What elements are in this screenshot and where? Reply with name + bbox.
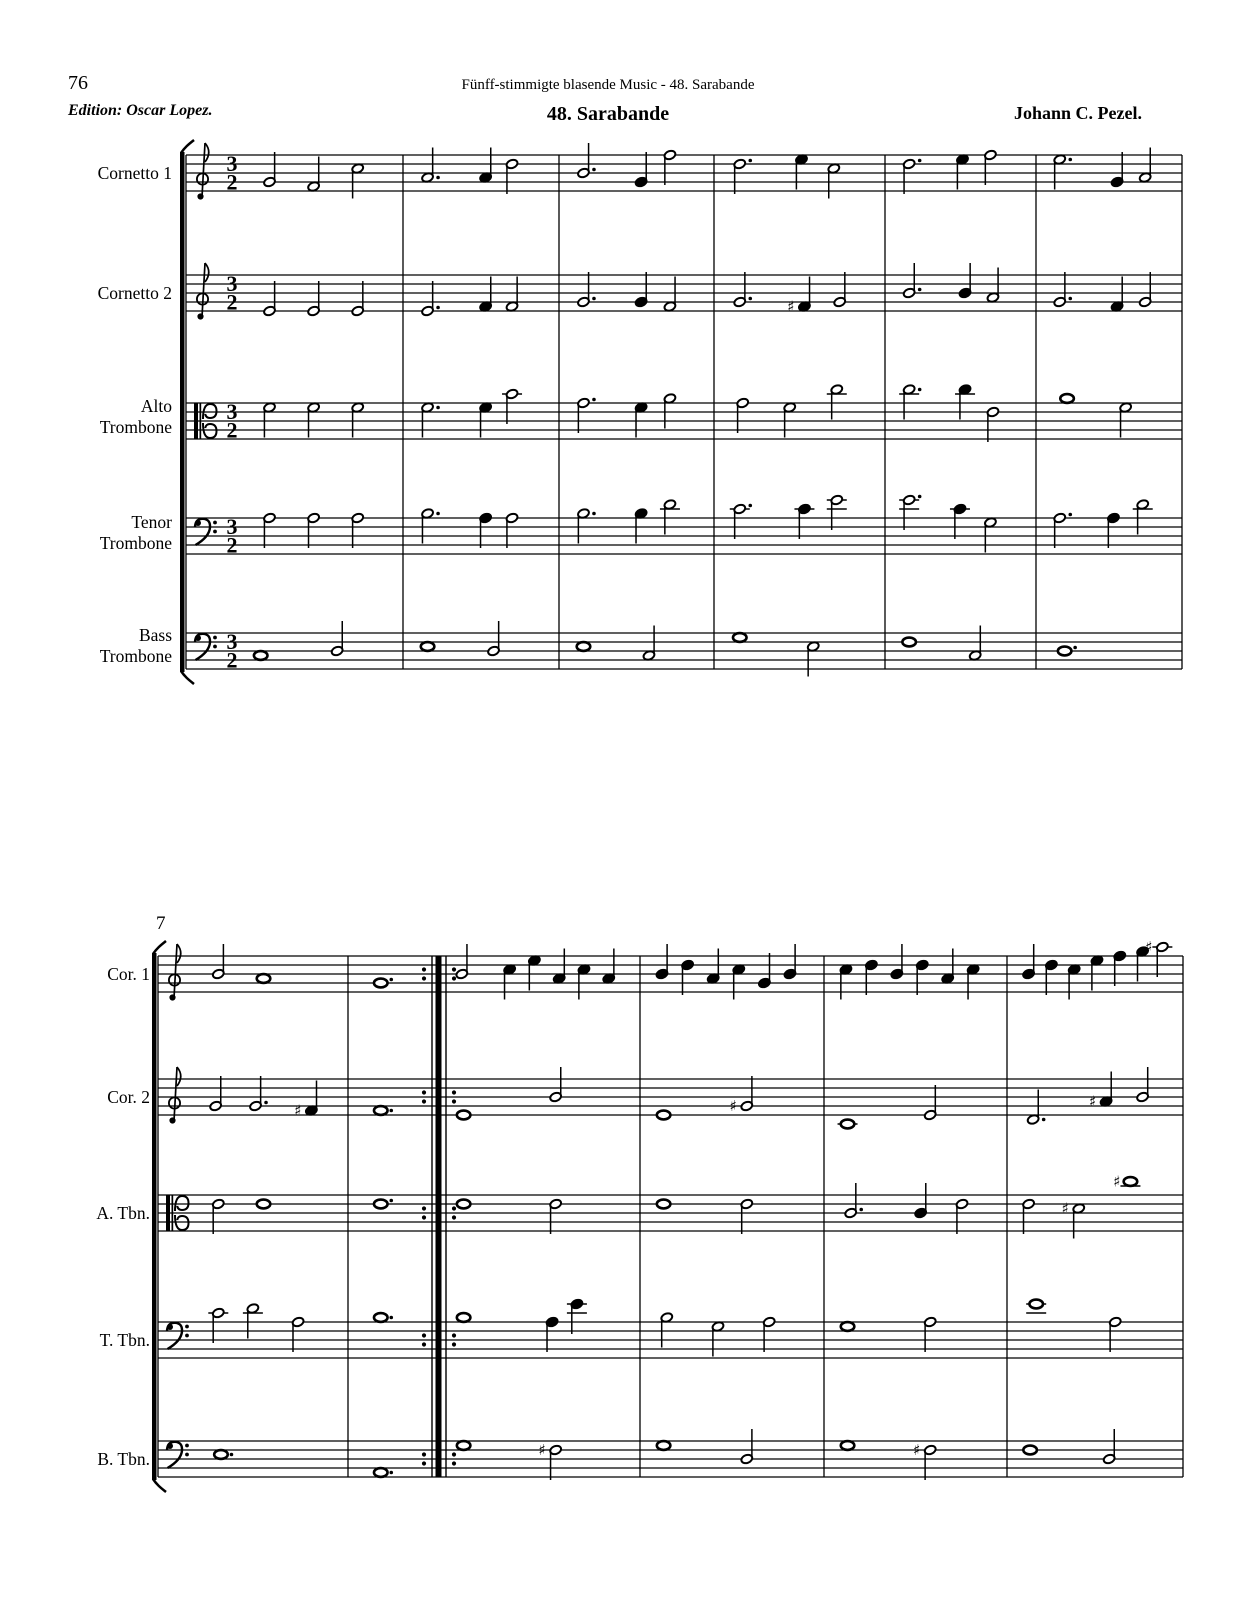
staff-label-cornetto-2: Cornetto 2 — [97, 283, 172, 303]
system-2 — [152, 938, 1183, 1492]
system-1 — [180, 140, 1182, 684]
piece-title: 48. Sarabande — [546, 103, 670, 125]
svg-text:2: 2 — [226, 532, 238, 558]
time-signature — [227, 514, 238, 558]
notes — [263, 263, 1152, 317]
svg-text:♯: ♯ — [538, 1441, 546, 1459]
staff-label-a-tbn: A. Tbn. — [96, 1203, 150, 1223]
time-signature — [227, 271, 238, 315]
svg-text:3: 3 — [226, 271, 238, 296]
svg-text:♯: ♯ — [1113, 1172, 1121, 1191]
svg-text:♯: ♯ — [1088, 1092, 1097, 1111]
svg-text:2: 2 — [226, 169, 238, 195]
staff-label-bass-trombone: Bass Trombone — [99, 625, 172, 666]
svg-text:2: 2 — [226, 647, 238, 673]
notes — [208, 1298, 1122, 1356]
svg-text:3: 3 — [226, 399, 238, 424]
staff-label-cor-1: Cor. 1 — [107, 964, 150, 984]
svg-text:2: 2 — [226, 289, 238, 315]
svg-text:♯: ♯ — [1061, 1199, 1069, 1218]
svg-text:2: 2 — [226, 417, 238, 443]
svg-text:♯: ♯ — [913, 1441, 921, 1459]
svg-text:3: 3 — [226, 514, 238, 539]
staff-label-alto-trombone: Alto Trombone — [99, 396, 172, 437]
notes — [263, 494, 1153, 552]
notes — [214, 1429, 1116, 1480]
time-signature — [227, 399, 238, 443]
notes — [263, 143, 1152, 199]
time-signature — [227, 151, 238, 195]
notes — [212, 1173, 1141, 1239]
notes — [212, 938, 1173, 1000]
time-signature — [227, 629, 238, 673]
staff-label-b-tbn: B. Tbn. — [97, 1449, 150, 1469]
svg-text:3: 3 — [226, 629, 238, 654]
notes — [263, 384, 1132, 442]
staff-label-t-tbn: T. Tbn. — [99, 1330, 150, 1350]
page-number: 76 — [68, 72, 88, 94]
bass-clef-icon — [167, 1323, 189, 1349]
edition-credit: Edition: Oscar Lopez. — [68, 102, 213, 119]
svg-text:♯: ♯ — [294, 1101, 302, 1120]
staff-label-cor-2: Cor. 2 — [107, 1087, 150, 1107]
notes — [209, 1067, 1149, 1128]
notes — [254, 621, 1077, 677]
bass-clef-icon — [195, 519, 217, 545]
svg-text:♯: ♯ — [729, 1097, 737, 1115]
staff-label-cornetto-1: Cornetto 1 — [97, 163, 172, 183]
measure-number: 7 — [156, 913, 166, 934]
svg-text:♯: ♯ — [787, 297, 795, 316]
bass-clef-icon — [167, 1442, 189, 1468]
svg-text:3: 3 — [226, 151, 238, 176]
staff-label-tenor-trombone: Tenor Trombone — [99, 512, 172, 553]
running-title: Fünff-stimmigte blasende Music - 48. Sarabande — [461, 77, 755, 93]
bass-clef-icon — [195, 634, 217, 660]
composer-credit: Johann C. Pezel. — [1014, 103, 1142, 123]
svg-text:♯: ♯ — [1145, 938, 1153, 956]
